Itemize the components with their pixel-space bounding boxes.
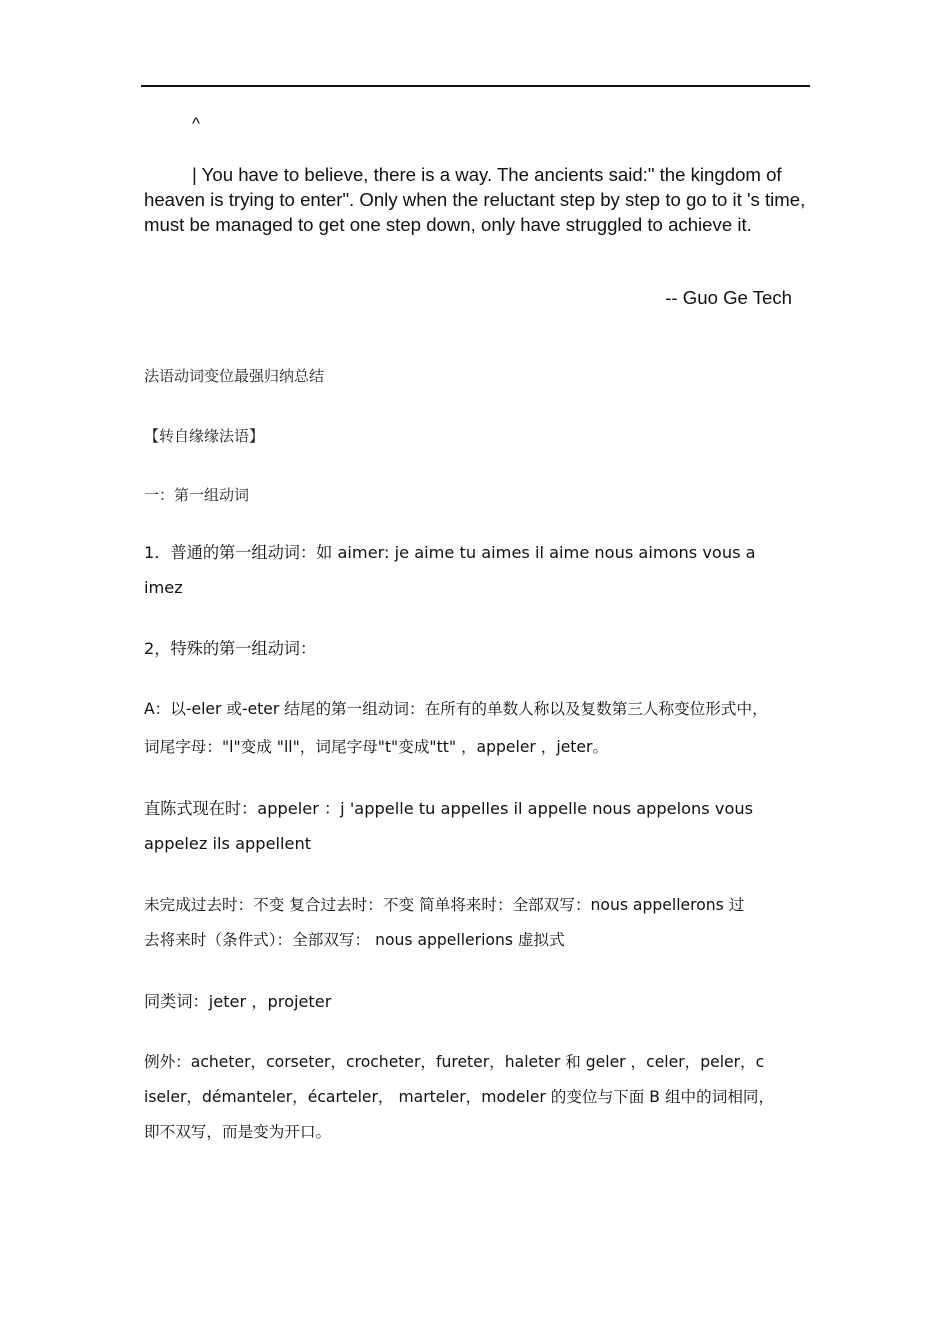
doc-source-text: 【转自缘缘法语】	[144, 427, 265, 445]
caret-mark: ^	[192, 114, 200, 133]
text-line: A：以-eler 或-eter 结尾的第一组动词：在所有的单数人称以及复数第三人称变位形式中，	[144, 700, 768, 718]
text-line: 例外：acheter，corseter，crocheter，fureter，haleter 和 geler ，celer，peler，c	[144, 1053, 765, 1071]
doc-title-text: 法语动词变位最强归纳总结	[144, 367, 325, 385]
paragraph-present	[144, 791, 810, 861]
section-heading-1-text: 一：第一组动词	[144, 486, 250, 504]
section-heading-1	[144, 477, 810, 513]
header-rule	[141, 85, 810, 87]
paragraph-item-a	[144, 692, 810, 765]
text-line: 直陈式现在时：appeler ：j 'appelle tu appelles il appelle nous appelons vous	[144, 799, 754, 818]
text-line: 未完成过去时：不变 复合过去时：不变 简单将来时：全部双写：nous appellerons 过	[144, 896, 745, 914]
text-line: 同类词：jeter ，projeter	[144, 992, 332, 1011]
quote-signature: -- Guo Ge Tech	[665, 287, 792, 308]
text-line: 去将来时（条件式）：全部双写： nous appellerions 虚拟式	[144, 931, 565, 949]
paragraph-similar	[144, 984, 810, 1019]
text-line: 词尾字母："l"变成 "ll"，词尾字母"t"变成"tt" ，appeler ，jeter。	[144, 738, 609, 756]
text-line: appelez ils appellent	[144, 834, 312, 853]
paragraph-item-2	[144, 631, 810, 666]
text-line: 1．普通的第一组动词：如 aimer: je aime tu aimes il aime nous aimons vous a	[144, 543, 756, 562]
header-quote: | You have to believe, there is a way. The ancients said:" the kingdom of heaven is trying to enter". Only when the reluctant step by step to go to it 's time, must be managed to get one step down, only have struggled to achieve it.	[144, 164, 806, 235]
text-line: imez	[144, 578, 183, 597]
doc-source	[144, 418, 810, 454]
text-line: iseler，démanteler，écarteler， marteler，modeler 的变位与下面 B 组中的词相同，	[144, 1088, 775, 1106]
paragraph-exceptions	[144, 1045, 810, 1150]
doc-title	[144, 358, 810, 394]
paragraph-tenses	[144, 888, 810, 958]
text-line: 2，特殊的第一组动词：	[144, 639, 317, 658]
paragraph-item-1	[144, 535, 810, 605]
text-line: 即不双写，而是变为开口。	[144, 1123, 332, 1141]
